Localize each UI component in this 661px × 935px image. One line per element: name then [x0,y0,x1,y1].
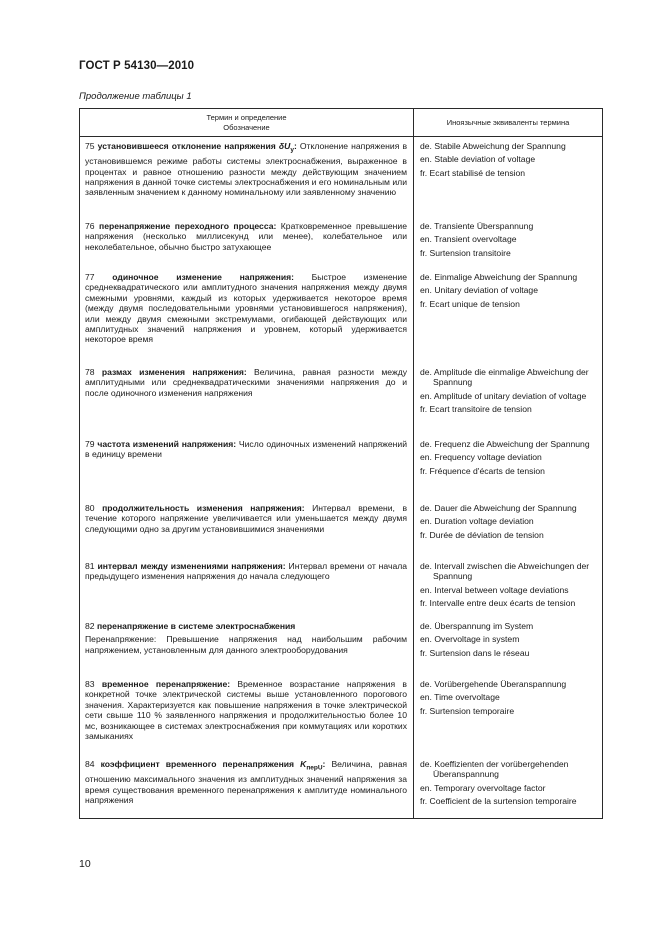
foreign-equivalents: de. Koeffizienten der vorübergehenden Überanspannung en. Temporary overvoltage factor fr. Coefficient de la surtension temporaire [420,759,577,807]
term-definition: 80 продолжительность изменения напряжения: Интервал времени, в течение которого напряжение увеличивается или уменьшается между двумя следующими одно за другим установившимися значениями [85,503,408,534]
term-name: частота изменений напряжения: [97,439,237,449]
term-name: коэффициент временного перенапряжения [100,759,295,769]
term-name: временное перенапряжение: [101,679,231,689]
term-note: Перенапряжение: Превышение напряжения над наибольшим рабочим напряжением, установленным для данного электрооборудования [85,634,407,655]
foreign-equivalents: de. Vorübergehende Überanspannung en. Time overvoltage fr. Surtension temporaire [420,679,567,716]
foreign-equivalents: de. Transiente Überspannung en. Transient overvoltage fr. Surtension transitoire [420,221,534,258]
term-definition: 81 интервал между изменениями напряжения: Интервал времени от начала предыдущего изменения напряжения до начала следующего [85,561,408,582]
term-name: перенапряжение в системе электроснабжения [96,621,296,631]
term-definition: 75 установившееся отклонение напряжения $\delta U_y$: Отклонение напряжения в установившемся режиме работы системы электроснабжения, выраженное в процентах и равное отношению разности между действующим значением напряжения в данной точке системы электроснабжения и его номинальным или заявленным значением к данному номинальному или заявленному значению [85,141,408,198]
table-continuation-caption: Продолжение таблицы 1 [79,91,192,102]
term-definition: 84 коэффициент временного перенапряжения $K_{перU}$: Величина, равная отношению максимального значения из амплитудных значений напряжения за время существования временного перенапряжения к амплитуде номинального напряжения [85,759,408,805]
term-definition: 83 временное перенапряжение: Временное возрастание напряжения в конкретной точке электрической системы выше установленного порогового значения. Характеризуется как повышение напряжения в точке электрической сети свыше 110 % заявленного напряжения и продолжительностью более 10 мс, возникающее в системах электроснабжения при коммутациях или коротких замыканиях [85,679,407,742]
foreign-equivalents: de. Überspannung im System en. Overvoltage in system fr. Surtension dans le réseau [420,621,534,658]
foreign-equivalents: de. Stabile Abweichung der Spannung en. Stable deviation of voltage fr. Ecart stabilisé de tension [420,141,566,178]
term-name: установившееся отклонение напряжения [97,141,276,151]
foreign-equivalents: de. Intervall zwischen die Abweichungen der Spannung en. Interval between voltage deviations fr. Intervalle entre deux écarts de tension [420,561,590,609]
term-name: перенапряжение переходного процесса: [99,221,277,231]
term-definition: 79 частота изменений напряжения: Число одиночных изменений напряжений в единицу времени [85,439,407,460]
term-definition: 82 перенапряжение в системе электроснабжения Перенапряжение: Превышение напряжения над наибольшим рабочим напряжением, установленным для данного электрооборудования [85,621,407,655]
term-definition: 78 размах изменения напряжения: Величина, равная разности между амплитудными или среднеквадратическими значениями напряжения до и после одиночного изменения напряжения [85,367,408,398]
term-definition: 77 одиночное изменение напряжения: Быстрое изменение среднеквадратического или амплитудного значения напряжения между двумя смежными уровнями, каждый из которых удерживается некоторое время (между двумя последовательными уровнями установившегося напряжения), или между двумя смежными экстремумами, огибающей действующих или амплитудных значений напряжения и уровнем, который удерживается некоторое время [85,272,407,345]
page-number: 10 [79,858,91,870]
column-divider [413,109,414,818]
column-header-terms: Термин и определение Обозначение [206,112,287,132]
header-divider [80,136,602,137]
column-header-equivalents: Иноязычные эквиваленты термина [446,117,570,127]
foreign-equivalents: de. Amplitude die einmalige Abweichung der Spannung en. Amplitude of unitary deviation of voltage fr. Ecart transitoire de tension [420,367,589,415]
foreign-equivalents: de. Frequenz die Abweichung der Spannung en. Frequency voltage deviation fr. Fréquence d'écarts de tension [420,439,590,476]
foreign-equivalents: de. Einmalige Abweichung der Spannung en. Unitary deviation of voltage fr. Ecart unique de tension [420,272,578,309]
term-name: одиночное изменение напряжения: [112,272,294,282]
foreign-equivalents: de. Dauer die Abweichung der Spannung en. Duration voltage deviation fr. Durée de déviation de tension [420,503,577,540]
term-name: продолжительность изменения напряжения: [102,503,305,513]
document-header: ГОСТ Р 54130—2010 [79,60,195,72]
term-name: размах изменения напряжения: [101,367,247,377]
term-definition: 76 перенапряжение переходного процесса: Кратковременное превышение напряжения (несколько миллисекунд или менее), колебательное или неколебательное, обычно быстро затухающее [85,221,407,252]
term-name: интервал между изменениями напряжения: [97,561,286,571]
terms-table [79,108,603,819]
